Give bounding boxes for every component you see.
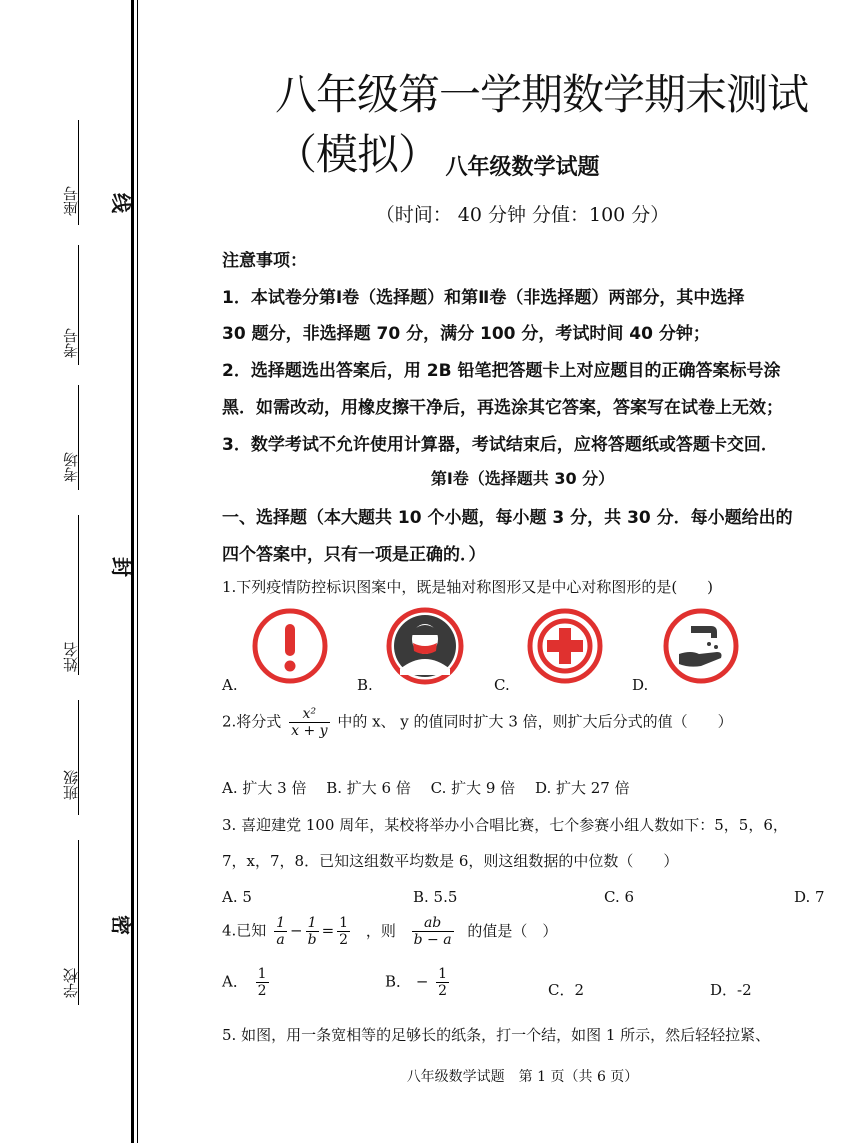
q2-options: A. 扩大 3 倍 B. 扩大 6 倍 C. 扩大 9 倍 D. 扩大 27 倍 [222,779,630,797]
notice-line-3: 2．选择题选出答案后，用 2B 铅笔把答题卡上对应题目的正确答案标号涂 [222,361,781,381]
q5-line-1: 5. 如图，用一条宽相等的足够长的纸条，打一个结，如图 1 所示，然后轻轻拉紧、 [222,1026,771,1044]
q2-denominator: x + y [291,723,328,739]
hand-washing-icon [661,606,741,686]
page-title: 八年级第一学期数学期末测试（模拟） [275,70,809,179]
q4-f3-den: 2 [339,932,349,948]
q2-fraction [289,706,329,739]
q4-f4-num: ab [412,915,454,932]
q4-pre: 4.已知 [222,921,267,940]
q4-a-den: 2 [257,983,267,999]
exam-room-label: 考场 [62,452,80,482]
school-label: 学校 [62,968,80,998]
page-footer: 八年级数学试题 第 1 页（共 6 页） [406,1069,639,1085]
seal-seal-char: 封 [111,553,132,578]
mask-person-icon [384,605,466,687]
q4-option-a [222,966,272,999]
q4-f2-num: 1 [306,915,319,932]
q4-equals: = [321,921,335,940]
q1-text: 1.下列疫情防控标识图案中，既是轴对称图形又是中心对称图形的是( ) [222,578,714,596]
q4-minus: − [290,921,303,940]
notice-line-1: 1．本试卷分第Ⅰ卷（选择题）和第Ⅱ卷（非选择题）两部分，其中选择 [222,288,745,308]
q4-line [222,915,557,948]
q4-b-fraction [436,966,449,999]
seal-secret-char: 密 [111,911,132,936]
q3-line-1: 3. 喜迎建党 100 周年，某校将举办小合唱比赛，七个参赛小组人数如下：5，5，6， [222,816,788,834]
q2-line [222,706,733,739]
seal-line-char: 线 [111,189,132,214]
q3-option-b: B. 5.5 [413,888,458,906]
medical-cross-icon [525,606,605,686]
page-subtitle: 八年级数学试题 [445,155,600,180]
q4-fraction-1 [274,915,287,948]
q4-post: 的值是（ ） [467,921,558,940]
q1-option-d: D. [632,676,649,694]
q4-fraction-3 [337,915,350,948]
q4-f4-den: b − a [413,932,452,948]
notice-line-5: 3．数学考试不允许使用计算器，考试结束后，应将答题纸或答题卡交回． [222,435,778,455]
section-intro-2: 四个答案中，只有一项是正确的．） [222,545,486,565]
q4-b-label: B． [385,972,412,991]
exam-no-label: 考号 [62,328,80,358]
q1-option-c: C. [494,676,510,694]
notice-line-2: 30 题分，非选择题 70 分，满分 100 分，考试时间 40 分钟； [222,324,710,344]
q4-a-fraction [256,966,269,999]
q4-b-sign: − [415,972,429,991]
exclamation-sign-icon [250,606,330,686]
name-label: 姓名 [62,642,80,672]
class-label: 班级 [62,770,80,800]
notice-line-4: 黑．如需改动，用橡皮擦干净后，再选涂其它答案，答案写在试卷上无效； [222,398,783,418]
seat-label: 座号 [62,186,80,216]
q4-option-c: C．2 [548,981,585,999]
q4-fraction-2 [306,915,319,948]
time-info: （时间： 40 分钟 分值：100 分） [375,204,670,226]
q4-a-num: 1 [257,966,267,982]
q3-line-2: 7，x，7，8．已知这组数平均数是 6，则这组数据的中位数（ ） [222,852,679,870]
q4-f3-num: 1 [339,915,349,931]
q3-option-d: D. 7 [794,888,825,906]
q4-f1-den: a [276,932,285,948]
section-intro-1: 一、选择题（本大题共 10 个小题，每小题 3 分，共 30 分．每小题给出的 [222,508,793,528]
q4-fraction-4 [412,915,454,948]
q4-f2-den: b [307,932,317,948]
q2-pre: 2.将分式 [222,712,282,731]
q1-option-a: A. [222,676,238,694]
q3-option-c: C. 6 [604,888,635,906]
q1-option-b: B. [357,676,373,694]
q4-option-b [385,966,452,999]
section-heading: 第Ⅰ卷（选择题共 30 分） [430,469,615,488]
q2-numerator: x² [289,706,329,723]
notice-heading: 注意事项： [222,251,307,271]
q3-option-a: A. 5 [222,888,252,906]
q2-post: 中的 x、 y 的值同时扩大 3 倍，则扩大后分式的值（ ） [337,712,733,731]
q4-a-label: A． [222,972,248,991]
q4-b-den: 2 [438,983,448,999]
q4-f1-num: 1 [276,915,286,931]
q4-b-num: 1 [438,966,448,982]
q4-option-d: D．-2 [710,981,752,999]
q4-mid: ，则 [365,921,396,940]
